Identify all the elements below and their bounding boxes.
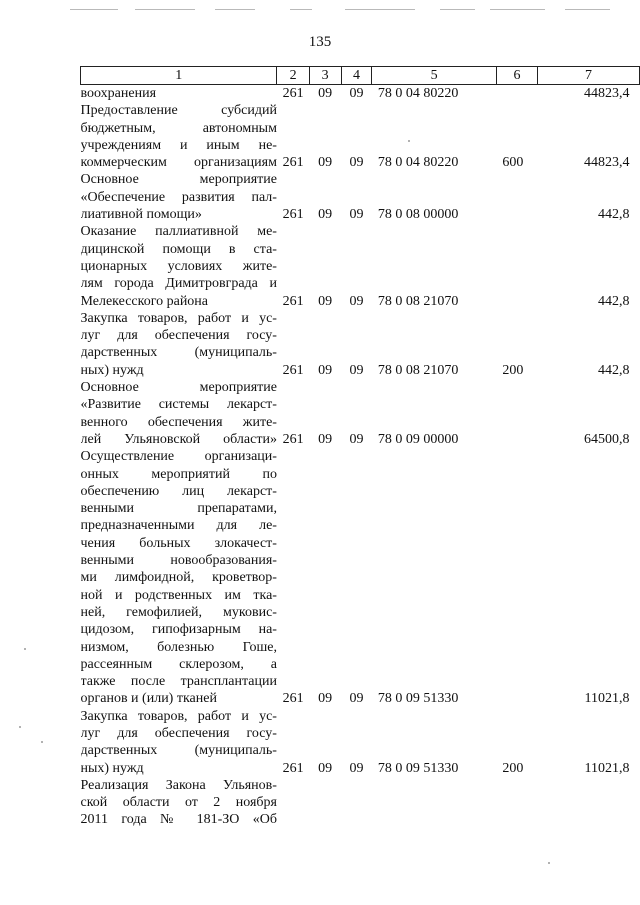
subsection-code-cell: 09 [349,155,364,171]
row-name-line: учреждениям и иным не- [80,137,277,153]
amount-cell: 44823,4 [584,86,630,101]
row-name-cell [81,171,277,223]
table-row [81,708,640,777]
section-code-cell: 09 [318,155,333,171]
row-name-line: органов и (или) тканей [80,691,217,707]
target-article-cell: 78 0 08 21070 [377,293,459,309]
target-article-cell: 78 0 04 80220 [377,155,459,171]
subsection-code-cell: 09 [349,760,364,776]
scan-speck [19,726,21,728]
chapter-code-cell: 261 [282,207,304,223]
expense-type-cell [496,171,537,223]
amount-cell: 64500,8 [584,431,630,447]
scan-artifact [440,9,475,10]
row-name-line: онных мероприятий по [80,466,277,482]
scan-artifact [135,9,195,10]
table-row [81,777,640,829]
row-name-line: Основное мероприятие [80,380,277,396]
row-name-line: венного обеспечения жите- [80,414,277,430]
row-name-line: лиативной помощи» [80,207,202,223]
target-article-cell: 78 0 08 21070 [377,362,459,378]
table-row [81,171,640,223]
section-code-cell: 09 [318,86,333,101]
target-article-cell: 78 0 09 00000 [377,431,459,447]
column-number: 7 [538,67,640,85]
row-name-line: Основное мероприятие [80,172,277,188]
subsection-code-cell: 09 [349,691,364,707]
chapter-code-cell [277,777,309,829]
row-name-line: лей Ульяновской области» [80,431,277,447]
row-name-cell [81,777,277,829]
table-row [81,85,640,103]
row-name-line: бюджетным, автономным [80,120,277,136]
target-article-cell: 78 0 08 00000 [377,207,459,223]
row-name-line: «Обеспечение развития пал- [80,189,277,205]
section-code-cell: 09 [318,293,333,309]
amount-cell: 11021,8 [584,760,630,776]
row-name-line: рассеянным склерозом, а [80,656,277,672]
scan-artifact [215,9,255,10]
amount-cell: 11021,8 [584,691,630,707]
row-name-line: ционарных условиях жите- [80,258,277,274]
row-name-line: Закупка товаров, работ и ус- [80,708,277,724]
expense-type-cell [496,448,537,707]
scan-artifact [290,9,312,10]
row-name-line: Реализация Закона Ульянов- [80,777,277,793]
target-article-cell: 78 0 04 80220 [377,86,459,101]
subsection-code-cell: 09 [349,207,364,223]
chapter-code-cell: 261 [282,155,304,171]
amount-cell: 442,8 [598,207,630,223]
row-name-line: луг для обеспечения госу- [80,328,277,344]
row-name-line: воохранения [80,86,157,101]
table-row [81,310,640,379]
row-name-line: луг для обеспечения госу- [80,725,277,741]
row-name-cell [81,708,277,777]
amount-cell: 44823,4 [584,155,630,171]
scan-speck [24,648,26,650]
row-name-line: коммерческим организациям [80,155,277,171]
row-name-line: ской области от 2 ноября [80,795,277,811]
expense-type-cell: 600 [502,155,524,171]
subsection-code-cell: 09 [349,293,364,309]
expense-type-cell: 200 [502,760,524,776]
row-name-line: «Развитие системы лекарст- [80,397,277,413]
expense-type-cell [496,379,537,448]
amount-cell: 442,8 [598,362,630,378]
row-name-cell [81,223,277,309]
amount-cell [538,777,640,829]
budget-table [80,66,640,829]
row-name-line: также после трансплантации [80,674,277,690]
row-name-line: венными новообразования- [80,553,277,569]
target-article-cell: 78 0 09 51330 [377,760,459,776]
row-name-line: низмом, болезнью Гоше, [80,639,277,655]
subsection-code-cell [341,777,372,829]
row-name-line: предназначенными для ле- [80,518,277,534]
row-name-line: Закупка товаров, работ и ус- [80,310,277,326]
scan-artifact [490,9,545,10]
row-name-line: обеспечению лиц лекарст- [80,483,277,499]
page-number: 135 [308,34,332,50]
target-article-cell [372,777,497,829]
row-name-cell [81,102,277,171]
row-name-cell [81,85,277,103]
row-name-line: Оказание паллиативной ме- [80,224,277,240]
column-number: 6 [496,67,537,85]
row-name-cell [81,448,277,707]
row-name-cell [81,379,277,448]
row-name-line: 2011 года № 181-ЗО «Об [80,812,277,828]
row-name-line: венными препаратами, [80,501,277,517]
column-number-row [81,67,640,85]
amount-cell: 442,8 [598,293,630,309]
row-name-line: дарственных (муниципаль- [80,743,277,759]
chapter-code-cell: 261 [282,691,304,707]
row-name-line: дицинской помощи в ста- [80,241,277,257]
row-name-line: ней, гемофилией, муковис- [80,604,277,620]
chapter-code-cell: 261 [282,362,304,378]
row-name-line: Мелекесского района [80,293,209,309]
subsection-code-cell: 09 [349,86,364,101]
expense-type-cell: 200 [502,362,524,378]
row-name-line: лям города Димитровграда и [80,276,277,292]
expense-type-cell [496,777,537,829]
row-name-line: ных) нужд [80,760,144,776]
scan-artifact [70,9,118,10]
chapter-code-cell: 261 [282,760,304,776]
table-row [81,102,640,171]
section-code-cell: 09 [318,431,333,447]
scan-artifact [345,9,415,10]
table-row [81,223,640,309]
row-name-line: ми лимфоидной, кроветвор- [80,570,277,586]
row-name-line: дарственных (муниципаль- [80,345,277,361]
row-name-line: Осуществление организаци- [80,449,277,465]
scan-speck [548,862,550,864]
section-code-cell: 09 [318,691,333,707]
scan-speck [41,741,43,743]
chapter-code-cell: 261 [282,86,304,101]
row-name-line: ной и родственных им тка- [80,587,277,603]
row-name-line: Предоставление субсидий [80,103,277,119]
row-name-line: чения больных злокачест- [80,535,277,551]
row-name-line: ных) нужд [80,362,144,378]
scan-artifact [565,9,610,10]
expense-type-cell [496,223,537,309]
table-row [81,448,640,707]
column-number: 3 [309,67,341,85]
expense-type-cell [496,85,537,103]
table-row [81,379,640,448]
table-body [81,85,640,829]
target-article-cell: 78 0 09 51330 [377,691,459,707]
column-number: 5 [372,67,497,85]
subsection-code-cell: 09 [349,362,364,378]
section-code-cell: 09 [318,207,333,223]
section-code-cell: 09 [318,760,333,776]
section-code-cell [309,777,341,829]
subsection-code-cell: 09 [349,431,364,447]
row-name-cell [81,310,277,379]
column-number: 4 [341,67,372,85]
chapter-code-cell: 261 [282,431,304,447]
column-number: 2 [277,67,309,85]
column-number: 1 [81,67,277,85]
row-name-line: цидозом, гипофизарным на- [80,622,277,638]
section-code-cell: 09 [318,362,333,378]
chapter-code-cell: 261 [282,293,304,309]
